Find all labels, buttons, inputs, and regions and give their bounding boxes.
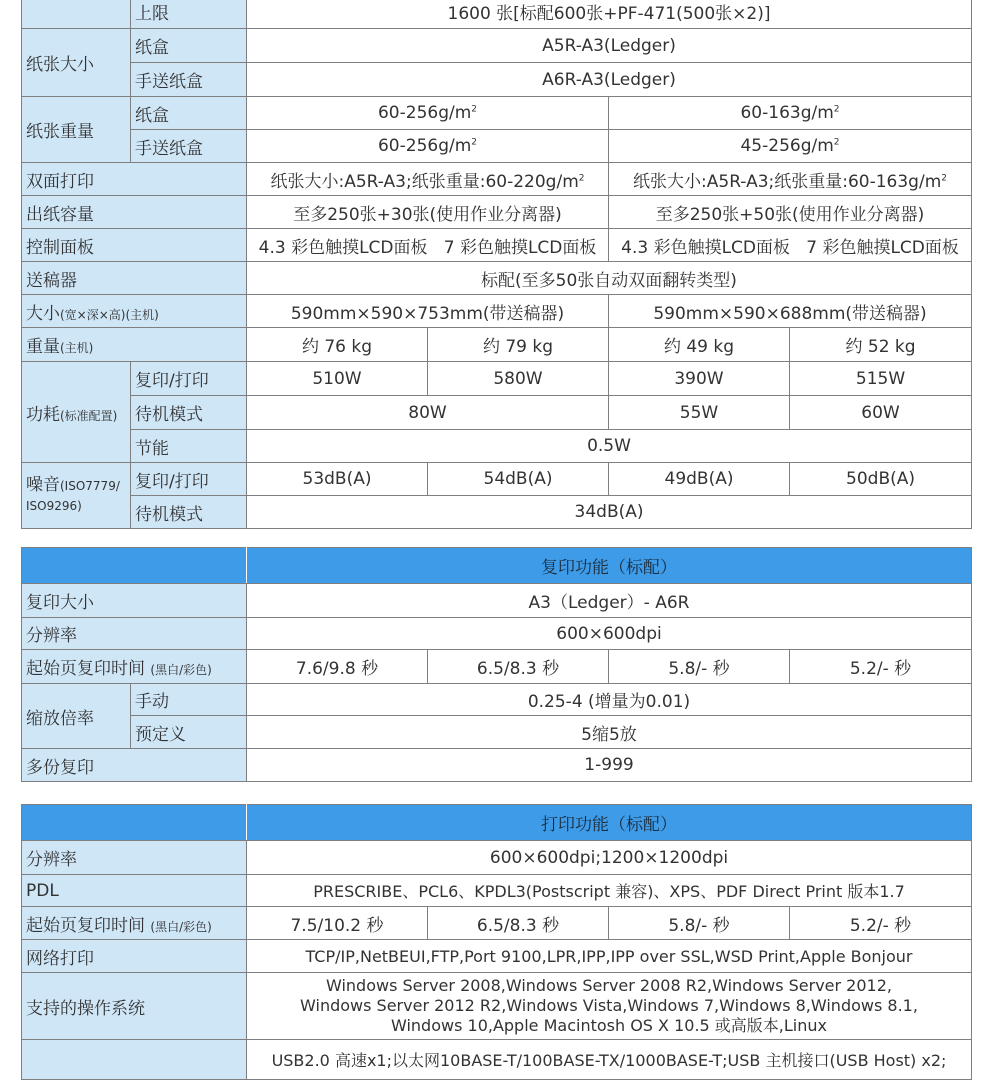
print-fpot-1: 7.5/10.2 秒 xyxy=(247,907,428,940)
feeder-label: 送稿器 xyxy=(22,262,247,295)
table-row xyxy=(22,130,972,163)
table-row xyxy=(22,841,972,875)
panel-b: 4.3 彩色触摸LCD面板 7 彩色触摸LCD面板 xyxy=(609,229,972,262)
weight-1: 约 76 kg xyxy=(247,328,428,362)
table-row xyxy=(22,63,972,97)
power-cp-2: 580W xyxy=(428,362,609,396)
duplex-b: 纸张大小:A5R-A3;纸张重量$:60-163g/m^2$ xyxy=(609,163,972,196)
table-row xyxy=(22,328,972,362)
copy-print-label: 复印/打印 xyxy=(131,362,247,396)
capacity-top-value: 1600 张[标配600张+PF-471(500张×2)] xyxy=(247,0,972,29)
bypass-label: 手送纸盒 xyxy=(131,130,247,163)
net-print-label: 网络打印 xyxy=(22,940,247,973)
noise-cp-4: 50dB(A) xyxy=(790,463,972,496)
weight-bypass-a: $60-256g/m^2$ xyxy=(247,130,609,163)
multi-copy-value: 1-999 xyxy=(247,749,972,782)
table-row xyxy=(22,362,972,396)
power-standby-b: 55W xyxy=(609,396,790,430)
tray-label: 纸盒 xyxy=(131,97,247,130)
copy-res-value: 600×600dpi xyxy=(247,618,972,650)
print-section-title: 打印功能（标配） xyxy=(247,805,972,841)
tray-label: 纸盒 xyxy=(131,29,247,63)
table-row xyxy=(22,875,972,907)
power-label: 功耗(标准配置) xyxy=(22,362,131,463)
paper-size-tray-value: A5R-A3(Ledger) xyxy=(247,29,972,63)
noise-cp-3: 49dB(A) xyxy=(609,463,790,496)
noise-cp-1: 53dB(A) xyxy=(247,463,428,496)
copy-fcot-4: 5.2/- 秒 xyxy=(790,650,972,684)
print-fpot-4: 5.2/- 秒 xyxy=(790,907,972,940)
weight-label: 重量(主机) xyxy=(22,328,247,362)
table-row xyxy=(22,684,972,716)
noise-standby-value: 34dB(A) xyxy=(247,496,972,529)
weight-4: 约 52 kg xyxy=(790,328,972,362)
power-cp-4: 515W xyxy=(790,362,972,396)
section-header-row xyxy=(22,805,972,841)
feeder-value: 标配(至多50张自动双面翻转类型) xyxy=(247,262,972,295)
zoom-manual-label: 手动 xyxy=(131,684,247,716)
pdl-value: PRESCRIBE、PCL6、KPDL3(Postscript 兼容)、XPS、PDF Direct Print 版本1.7 xyxy=(247,875,972,907)
print-fpot-label: 起始页复印时间 (黑白/彩色) xyxy=(22,907,247,940)
output-b: 至多250张+50张(使用作业分离器) xyxy=(609,196,972,229)
table-row xyxy=(22,295,972,328)
power-cp-3: 390W xyxy=(609,362,790,396)
energy-save-label: 节能 xyxy=(131,430,247,463)
copy-size-value: A3（Ledger）- A6R xyxy=(247,584,972,618)
power-save-value: 0.5W xyxy=(247,430,972,463)
table-row xyxy=(22,496,972,529)
table-row xyxy=(22,430,972,463)
table-row xyxy=(22,196,972,229)
copy-section-title: 复印功能（标配） xyxy=(247,548,972,584)
table-row xyxy=(22,618,972,650)
zoom-label: 缩放倍率 xyxy=(22,684,131,749)
copy-fcot-label: 起始页复印时间 (黑白/彩色) xyxy=(22,650,247,684)
bypass-label: 手送纸盒 xyxy=(131,63,247,97)
paper-size-bypass-value: A6R-A3(Ledger) xyxy=(247,63,972,97)
duplex-label: 双面打印 xyxy=(22,163,247,196)
os-line-3: Windows 10,Apple Macintosh OS X 10.5 或高版本,Linux xyxy=(391,1016,827,1035)
paper-weight-label: 纸张重量 xyxy=(22,97,131,163)
table-row xyxy=(22,1040,972,1080)
copy-fcot-1: 7.6/9.8 秒 xyxy=(247,650,428,684)
table-row xyxy=(22,0,972,29)
table-row xyxy=(22,29,972,63)
zoom-preset-value: 5缩5放 xyxy=(247,716,972,749)
capacity-top-label: 上限 xyxy=(131,0,247,29)
noise-cp-2: 54dB(A) xyxy=(428,463,609,496)
table-row xyxy=(22,749,972,782)
print-function-table xyxy=(21,804,972,1080)
copy-function-table xyxy=(21,547,972,782)
size-b: 590mm×590×688mm(带送稿器) xyxy=(609,295,972,328)
copy-res-label: 分辨率 xyxy=(22,618,247,650)
power-standby-c: 60W xyxy=(790,396,972,430)
table-row xyxy=(22,262,972,295)
table-row xyxy=(22,229,972,262)
weight-tray-b: $60-163g/m^2$ xyxy=(609,97,972,130)
copy-fcot-3: 5.8/- 秒 xyxy=(609,650,790,684)
interface-value: USB2.0 高速x1;以太网10BASE-T/100BASE-TX/1000BASE-T;USB 主机接口(USB Host) x2; xyxy=(247,1040,972,1080)
copy-print-label: 复印/打印 xyxy=(131,463,247,496)
print-fpot-2: 6.5/8.3 秒 xyxy=(428,907,609,940)
hardware-spec-table xyxy=(21,0,972,529)
table-row xyxy=(22,973,972,1040)
duplex-a: 纸张大小:A5R-A3;纸张重量$:60-220g/m^2$ xyxy=(247,163,609,196)
size-a: 590mm×590×753mm(带送稿器) xyxy=(247,295,609,328)
table-row xyxy=(22,396,972,430)
power-standby-a: 80W xyxy=(247,396,609,430)
standby-label: 待机模式 xyxy=(131,396,247,430)
os-line-2: Windows Server 2012 R2,Windows Vista,Windows 7,Windows 8,Windows 8.1, xyxy=(300,996,918,1015)
print-res-value: 600×600dpi;1200×1200dpi xyxy=(247,841,972,875)
net-print-value: TCP/IP,NetBEUI,FTP,Port 9100,LPR,IPP,IPP over SSL,WSD Print,Apple Bonjour xyxy=(247,940,972,973)
print-res-label: 分辨率 xyxy=(22,841,247,875)
table-row xyxy=(22,463,972,496)
pdl-label: PDL xyxy=(22,875,247,907)
zoom-preset-label: 预定义 xyxy=(131,716,247,749)
zoom-manual-value: 0.25-4 (增量为0.01) xyxy=(247,684,972,716)
table-row xyxy=(22,716,972,749)
panel-label: 控制面板 xyxy=(22,229,247,262)
table-row xyxy=(22,907,972,940)
copy-size-label: 复印大小 xyxy=(22,584,247,618)
weight-2: 约 79 kg xyxy=(428,328,609,362)
panel-a: 4.3 彩色触摸LCD面板 7 彩色触摸LCD面板 xyxy=(247,229,609,262)
paper-size-label: 纸张大小 xyxy=(22,29,131,97)
os-value xyxy=(247,973,972,1040)
table-row xyxy=(22,940,972,973)
output-a: 至多250张+30张(使用作业分离器) xyxy=(247,196,609,229)
section-header-row xyxy=(22,548,972,584)
capacity-label-cell xyxy=(22,0,131,29)
weight-3: 约 49 kg xyxy=(609,328,790,362)
table-row xyxy=(22,163,972,196)
section-header-left xyxy=(22,548,247,584)
output-label: 出纸容量 xyxy=(22,196,247,229)
table-row xyxy=(22,97,972,130)
standby-label: 待机模式 xyxy=(131,496,247,529)
weight-bypass-b: $45-256g/m^2$ xyxy=(609,130,972,163)
multi-copy-label: 多份复印 xyxy=(22,749,247,782)
table-row xyxy=(22,650,972,684)
noise-label: 噪音(ISO7779/ ISO9296) xyxy=(22,463,131,529)
print-fpot-3: 5.8/- 秒 xyxy=(609,907,790,940)
table-row xyxy=(22,584,972,618)
os-line-1: Windows Server 2008,Windows Server 2008 R2,Windows Server 2012, xyxy=(326,976,892,995)
power-cp-1: 510W xyxy=(247,362,428,396)
weight-tray-a: $60-256g/m^2$ xyxy=(247,97,609,130)
interface-label xyxy=(22,1040,247,1080)
size-label: 大小(宽×深×高)(主机) xyxy=(22,295,247,328)
copy-fcot-2: 6.5/8.3 秒 xyxy=(428,650,609,684)
section-header-left xyxy=(22,805,247,841)
os-label: 支持的操作系统 xyxy=(22,973,247,1040)
